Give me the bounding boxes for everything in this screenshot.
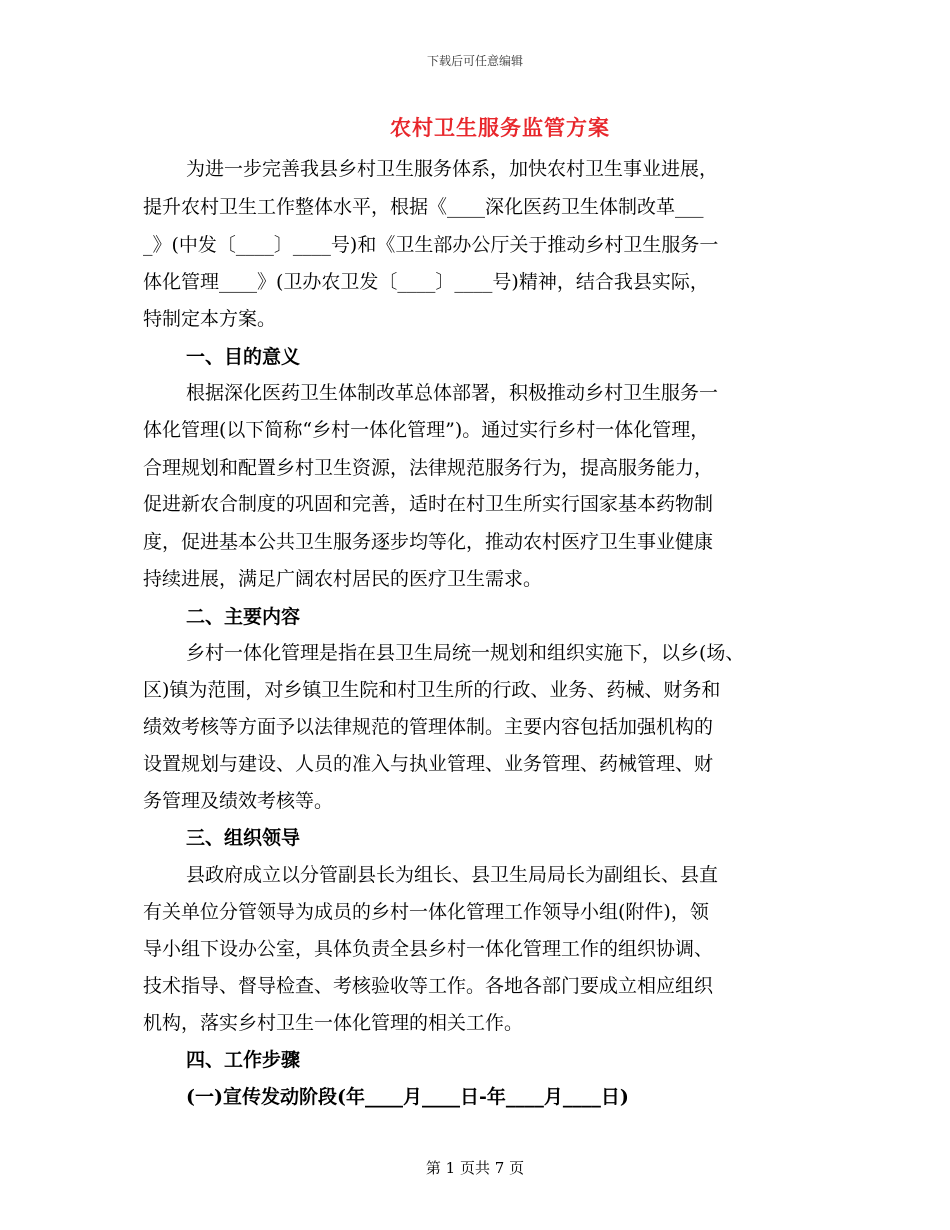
body-line: 县政府成立以分管副县长为组长、县卫生局局长为副组长、县直 — [186, 864, 719, 886]
header-note: 下载后可任意编辑 — [426, 54, 523, 68]
body-line: 设置规划与建设、人员的准入与执业管理、业务管理、药械管理、财 — [143, 753, 714, 775]
body-line: 为进一步完善我县乡村卫生服务体系，加快农村卫生事业进展， — [186, 158, 719, 180]
body-line: 务管理及绩效考核等。 — [143, 790, 334, 812]
subsection-heading: (一)宣传发动阶段(年____月____日-年____月____日) — [186, 1086, 629, 1108]
section-heading: 四、工作步骤 — [186, 1049, 301, 1071]
body-line: 根据深化医药卫生体制改革总体部署，积极推动乡村卫生服务一 — [186, 382, 719, 404]
body-line: 有关单位分管领导为成员的乡村一体化管理工作领导小组(附件)，领 — [143, 901, 709, 923]
body-line: _》(中发〔____〕____号)和《卫生部办公厅关于推动乡村卫生服务一 — [143, 234, 719, 256]
body-line: 技术指导、督导检查、考核验收等工作。各地各部门要成立相应组织 — [143, 975, 714, 997]
body-line: 乡村一体化管理是指在县卫生局统一规划和组织实施下，以乡(场、 — [186, 642, 745, 664]
body-line: 导小组下设办公室，具体负责全县乡村一体化管理工作的组织协调、 — [143, 938, 714, 960]
body-line: 合理规划和配置乡村卫生资源，法律规范服务行为，提高服务能力， — [143, 457, 714, 479]
body-line: 持续进展，满足广阔农村居民的医疗卫生需求。 — [143, 568, 543, 590]
body-line: 体化管理(以下简称“乡村一体化管理”)。通过实行乡村一体化管理， — [143, 419, 710, 441]
section-heading: 三、组织领导 — [186, 827, 301, 849]
section-heading: 一、目的意义 — [186, 346, 301, 368]
page-number: 第 1 页共 7 页 — [425, 1159, 525, 1177]
body-line: 绩效考核等方面予以法律规范的管理体制。主要内容包括加强机构的 — [143, 716, 714, 738]
document-title: 农村卫生服务监管方案 — [390, 115, 610, 140]
body-line: 提升农村卫生工作整体水平，根据《____深化医药卫生体制改革___ — [143, 196, 704, 218]
section-heading: 二、主要内容 — [186, 606, 301, 628]
body-line: 区)镇为范围，对乡镇卫生院和村卫生所的行政、业务、药械、财务和 — [143, 679, 721, 701]
body-line: 促进新农合制度的巩固和完善，适时在村卫生所实行国家基本药物制 — [143, 493, 714, 515]
body-line: 特制定本方案。 — [143, 308, 277, 330]
body-line: 体化管理____》(卫办农卫发〔____〕____号)精神，结合我县实际， — [143, 271, 709, 293]
body-line: 度，促进基本公共卫生服务逐步均等化，推动农村医疗卫生事业健康 — [143, 531, 714, 553]
body-line: 机构，落实乡村卫生一体化管理的相关工作。 — [143, 1012, 524, 1034]
